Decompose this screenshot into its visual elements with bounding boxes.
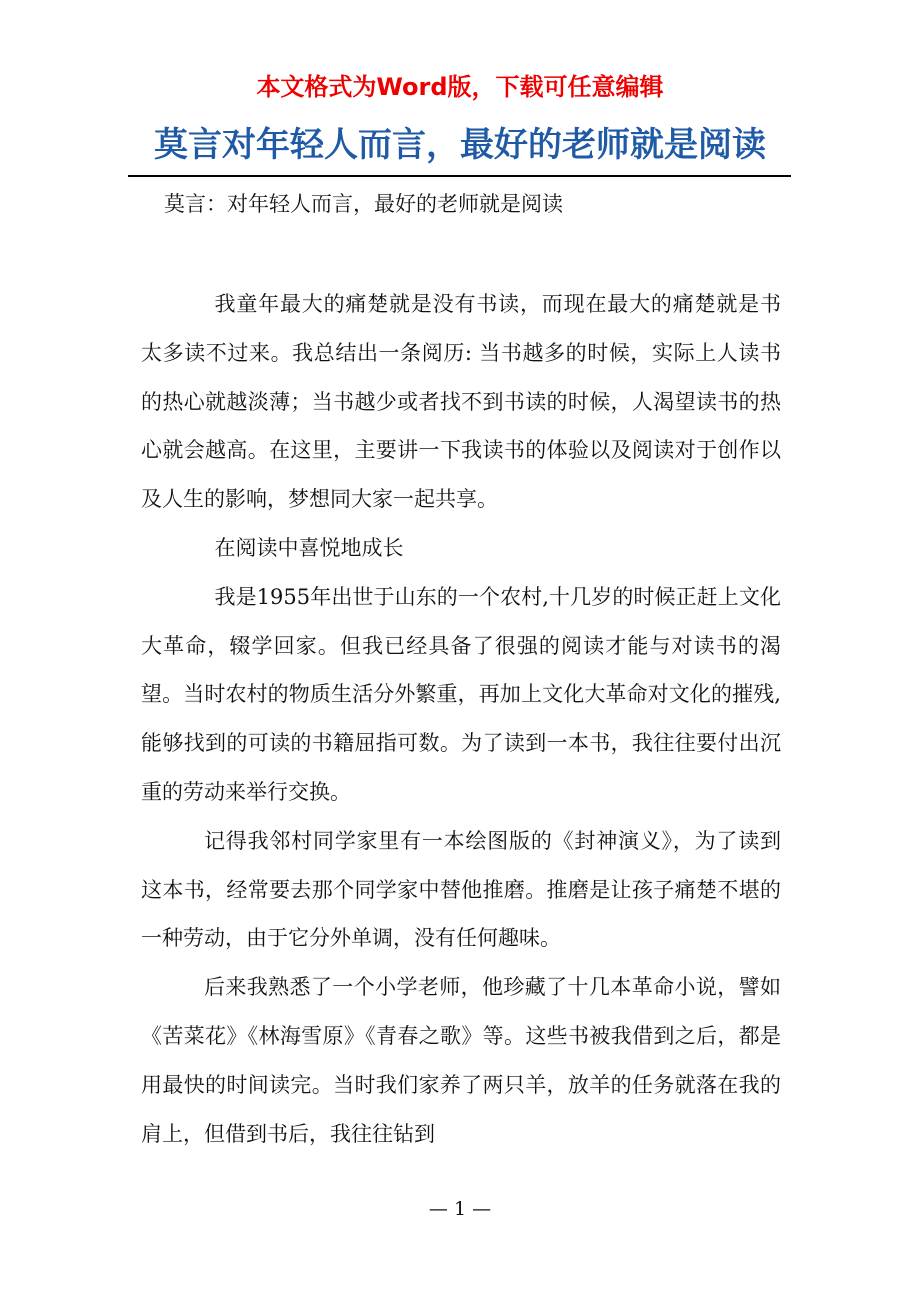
- document-title: 莫言对年轻人而言，最好的老师就是阅读: [154, 125, 766, 165]
- article-subtitle: 莫言：对年轻人而言，最好的老师就是阅读: [164, 192, 563, 216]
- paragraph: 我童年最大的痛楚就是没有书读，而现在最大的痛楚就是书太多读不过来。我总结出一条阅历: 当书越多的时候，实际上人读书的热心就越淡薄；当书越少或者找不到书读的时候，人渴望读书的热心就会越高。在这里，主要讲一下我读书的体验以及阅读对于创作以及人生的影响，梦想同大家一起共享。: [141, 292, 781, 512]
- title-divider: [128, 175, 791, 177]
- paragraph: 后来我熟悉了一个小学老师，他珍藏了十几本革命小说，譬如《苦菜花》《林海雪原》《青春之歌》等。这些书被我借到之后，都是用最快的时间读完。当时我们家养了两只羊，放羊的任务就落在我的肩上，但借到书后，我往往钻到: [141, 975, 781, 1146]
- section-heading: 在阅读中喜悦地成长: [214, 535, 404, 560]
- paragraph: 记得我邻村同学家里有一本绘图版的《封神演义》，为了读到这本书，经常要去那个同学家中替他推磨。推磨是让孩子痛楚不堪的一种劳动，由于它分外单调，没有任何趣味。: [141, 828, 781, 951]
- format-banner: 本文格式为Word版，下载可任意编辑: [256, 73, 664, 101]
- article-body: [141, 280, 781, 1158]
- paragraph: 我是1955年出世于山东的一个农村,十几岁的时候正赶上文化大革命，辍学回家。但我已经具备了很强的阅读才能与对读书的渴望。当时农村的物质生活分外繁重，再加上文化大革命对文化的摧残,能够找到的可读的书籍屈指可数。为了读到一本书，我往往要付出沉重的劳动来举行交换。: [141, 584, 781, 804]
- page-number: — 1 —: [428, 1198, 492, 1220]
